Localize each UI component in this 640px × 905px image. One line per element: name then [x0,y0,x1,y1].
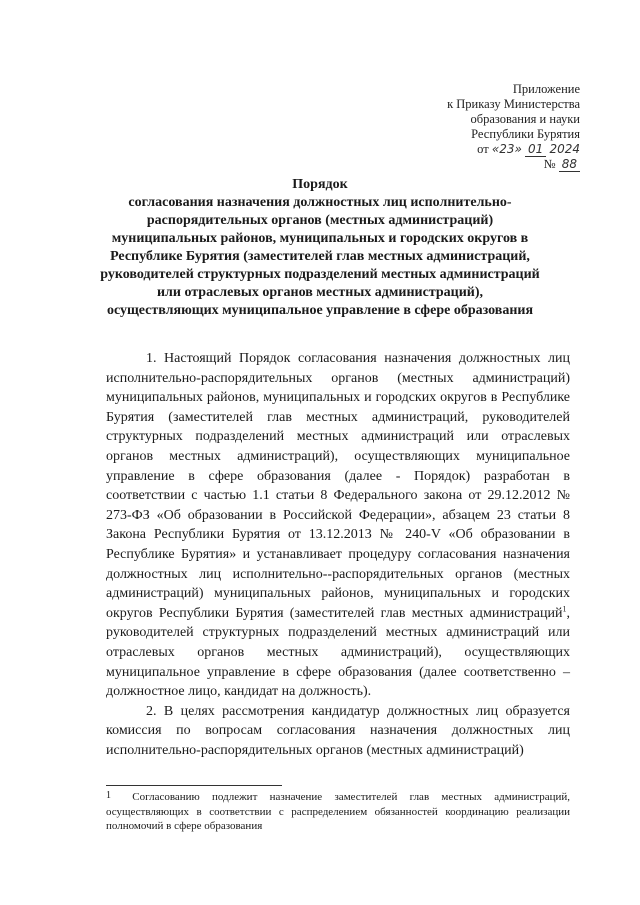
paragraph-1-text-b: , руководителей структурных подразделений местных администраций или отраслевых органов местных администраций), осуществляющих муниципальное управление в сфере образования (далее соответственно – должностное лицо, кандидат на должность). [106,605,570,700]
number-prefix: № [543,157,556,171]
footnote-text: Согласованию подлежит назначение заместителей глав местных администраций, осуществляющих в соответствии с распределением обязанностей координацию реализации полномочий в сфере образования [106,791,571,832]
footnote-divider [106,785,282,786]
appendix-line-2: к Приказу Министерства [447,97,580,111]
date-day: «23» [491,142,522,156]
date-prefix: от [477,142,489,156]
appendix-line-3: образования и науки [470,112,580,126]
paragraph-2: 2. В целях рассмотрения кандидатур должностных лиц образуется комиссия по вопросам согласования назначения должностных лиц исполнительно-распорядительных органов (местных администраций) [106,703,570,758]
footnote-number: 1 [106,790,111,801]
number-value: 88 [559,157,580,172]
document-body [106,349,570,760]
appendix-number [380,157,580,172]
paragraph-1 [106,349,570,702]
title-subtitle: согласования назначения должностных лиц исполнительно-распорядительных органов (местных администраций) муниципальных районов, муниципальных и городских округов в Республике Бурятия (заместителей глав местных администраций, руководителей структурных подразделений местных администраций или отраслевых органов местных администраций), осуществляющих муниципальное управление в сфере образования [100,195,540,318]
document-title [100,176,540,320]
date-year: 2024 [549,142,580,156]
title-heading: Порядок [292,177,348,192]
appendix-date [380,142,580,157]
paragraph-1-text-a: 1. Настоящий Порядок согласования назначения должностных лиц исполнительно-распорядительных органов (местных администраций) муниципальных районов, муниципальных и городских округов в Республике Бурятия (заместителей глав местных администраций, руководителей структурных подразделений местных администраций или отраслевых органов местных администраций), осуществляющих муниципальное управление в сфере образования (далее - Порядок) разработан в соответствии с частью 1.1 статьи 8 Федерального закона от 29.12.2012 № 273-ФЗ «Об образовании в Российской Федерации», абзацем 23 статьи 8 Закона Республики Бурятия от 13.12.2013 № 240-V «Об образовании в Республике Бурятия» и устанавливает процедуру согласования назначения должностных лиц исполнительно--распорядительных органов (местных администраций) муниципальных районов, муниципальных и городских округов Республики Бурятия (заместителей глав местных администраций [106,351,570,621]
appendix-header [380,82,580,172]
appendix-line-1: Приложение [512,82,580,96]
date-month: 01 [525,142,546,157]
appendix-line-4: Республики Бурятия [471,127,580,141]
footnote [106,790,570,834]
footnote-ref-1: 1 [562,604,567,614]
